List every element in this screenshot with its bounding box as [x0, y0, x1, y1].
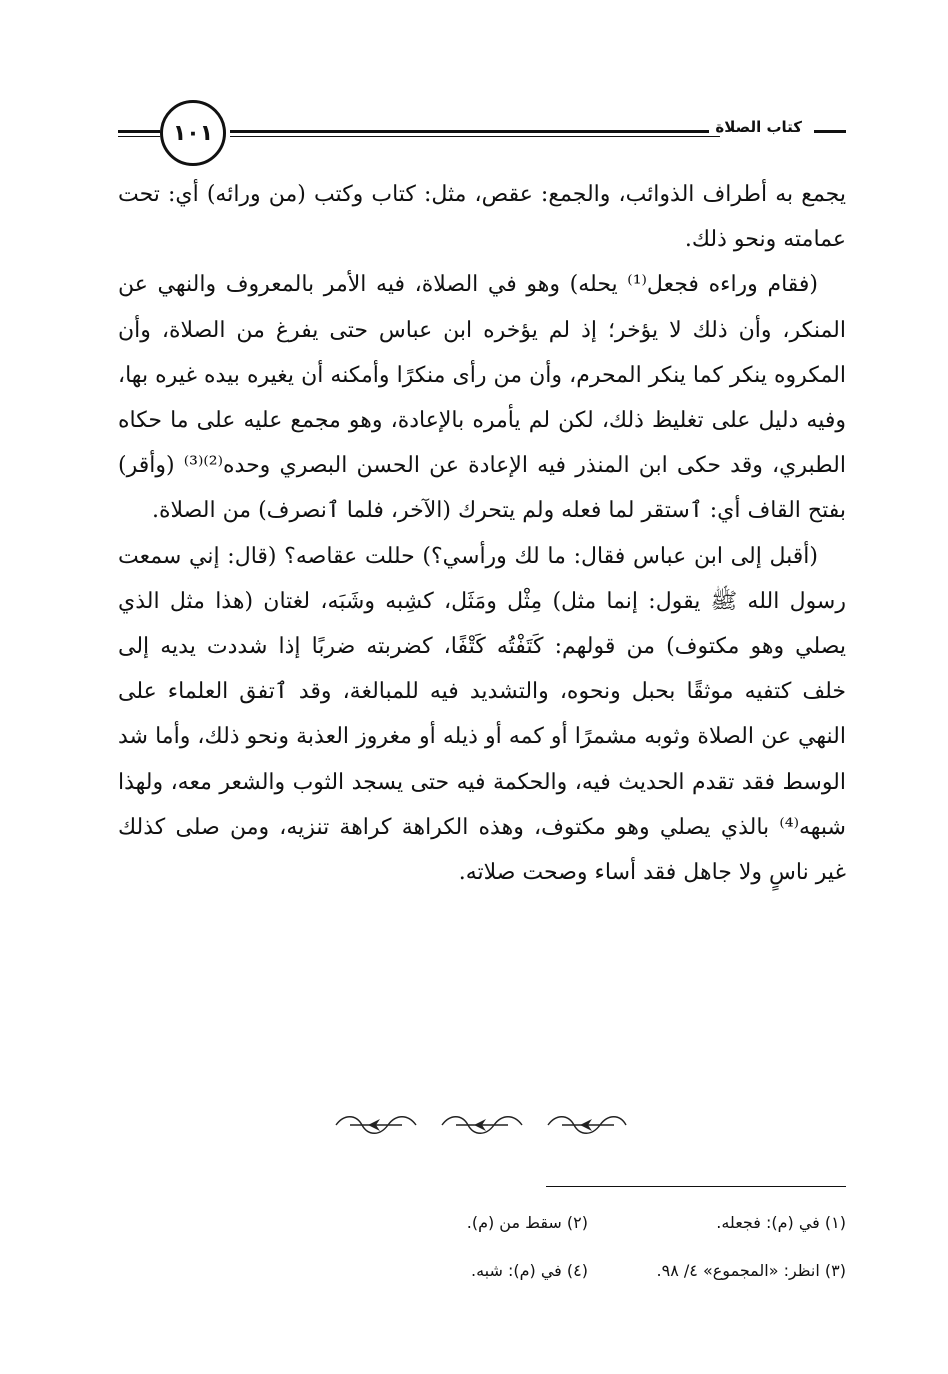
footnote-row: [330, 1198, 846, 1246]
footnote-1: (١) في (م): فجعله.: [716, 1212, 846, 1232]
paragraph-2: (فقام وراءه فجعل⁽¹⁾ يحله) وهو في الصلاة، فيه الأمر بالمعروف والنهي عن المنكر، وأن ذلك لا يؤخر؛ إذ لم يؤخره ابن عباس حتى يفرغ من الصلاة، وأن المكروه ينكر كما ينكر المحرم، وأن من رأى منكرًا وأمكنه أن يغيره بيده غيره بها، وفيه دليل على تغليظ ذلك، لكن لم يأمره بالإعادة، وهو مجمع عليه على ما حكاه الطبري، وقد حكى ابن المنذر فيه الإعادة عن الحسن البصري وحده⁽²⁾⁽³⁾ (وأقر) بفتح القاف أي: ٱستقر لما فعله ولم يتحرك (الآخر، فلما ٱنصرف) من الصلاة.: [118, 272, 846, 524]
running-title: كتاب الصلاة: [709, 118, 808, 136]
header-rule-middle-thin: [230, 136, 720, 137]
paragraph-1: يجمع به أطراف الذوائب، والجمع: عقص، مثل: كتاب وكتب (من ورائه) أي: تحت عمامته ونحو ذلك.: [118, 182, 846, 253]
page-header: [118, 92, 846, 172]
footnote-row: [330, 1246, 846, 1294]
footnote-2: (٢) سقط من (م).: [466, 1212, 588, 1232]
footnotes: [330, 1198, 846, 1294]
main-text: [118, 172, 846, 895]
section-divider-ornament-icon: [330, 1112, 632, 1138]
footnote-4: (٤) في (م): شبه.: [470, 1260, 588, 1280]
header-rule-left-thin: [118, 136, 160, 137]
paragraph-3: (أقبل إلى ابن عباس فقال: ما لك ورأسي؟) حللت عقاصه؟ (قال: إني سمعت رسول الله ﷺ يقول: إنما مثل) مِثْل ومَثَل، كشِبه وشَبَه، لغتان (هذا مثل الذي يصلي وهو مكتوف) من قولهم: كَتَفْتُه كَتْفًا، كضربته ضربًا إذا شددت يديه إلى خلف كتفيه موثقًا بحبل ونحوه، والتشديد فيه للمبالغة، وقد ٱتفق العلماء على النهي عن الصلاة وثوبه مشمرًا أو كمه أو ذيله أو مغروز العذبة ونحو ذلك، وأما شد الوسط فقد تقدم الحديث فيه، والحكمة فيه حتى يسجد الثوب والشعر معه، ولهذا شبهه⁽⁴⁾ بالذي يصلي وهو مكتوف، وهذه الكراهة كراهة تنزيه، ومن صلى كذلك غير ناسٍ ولا جاهل فقد أساء وصحت صلاته.: [118, 543, 846, 886]
header-rule-left: [118, 130, 160, 133]
header-rule-right: [814, 130, 846, 133]
footnote-separator: [546, 1186, 846, 1187]
header-rule-middle: [230, 130, 720, 133]
page-number: ١٠١: [160, 100, 226, 166]
footnote-3: (٣) انظر: «المجموع» ٤/ ٩٨.: [656, 1260, 846, 1280]
